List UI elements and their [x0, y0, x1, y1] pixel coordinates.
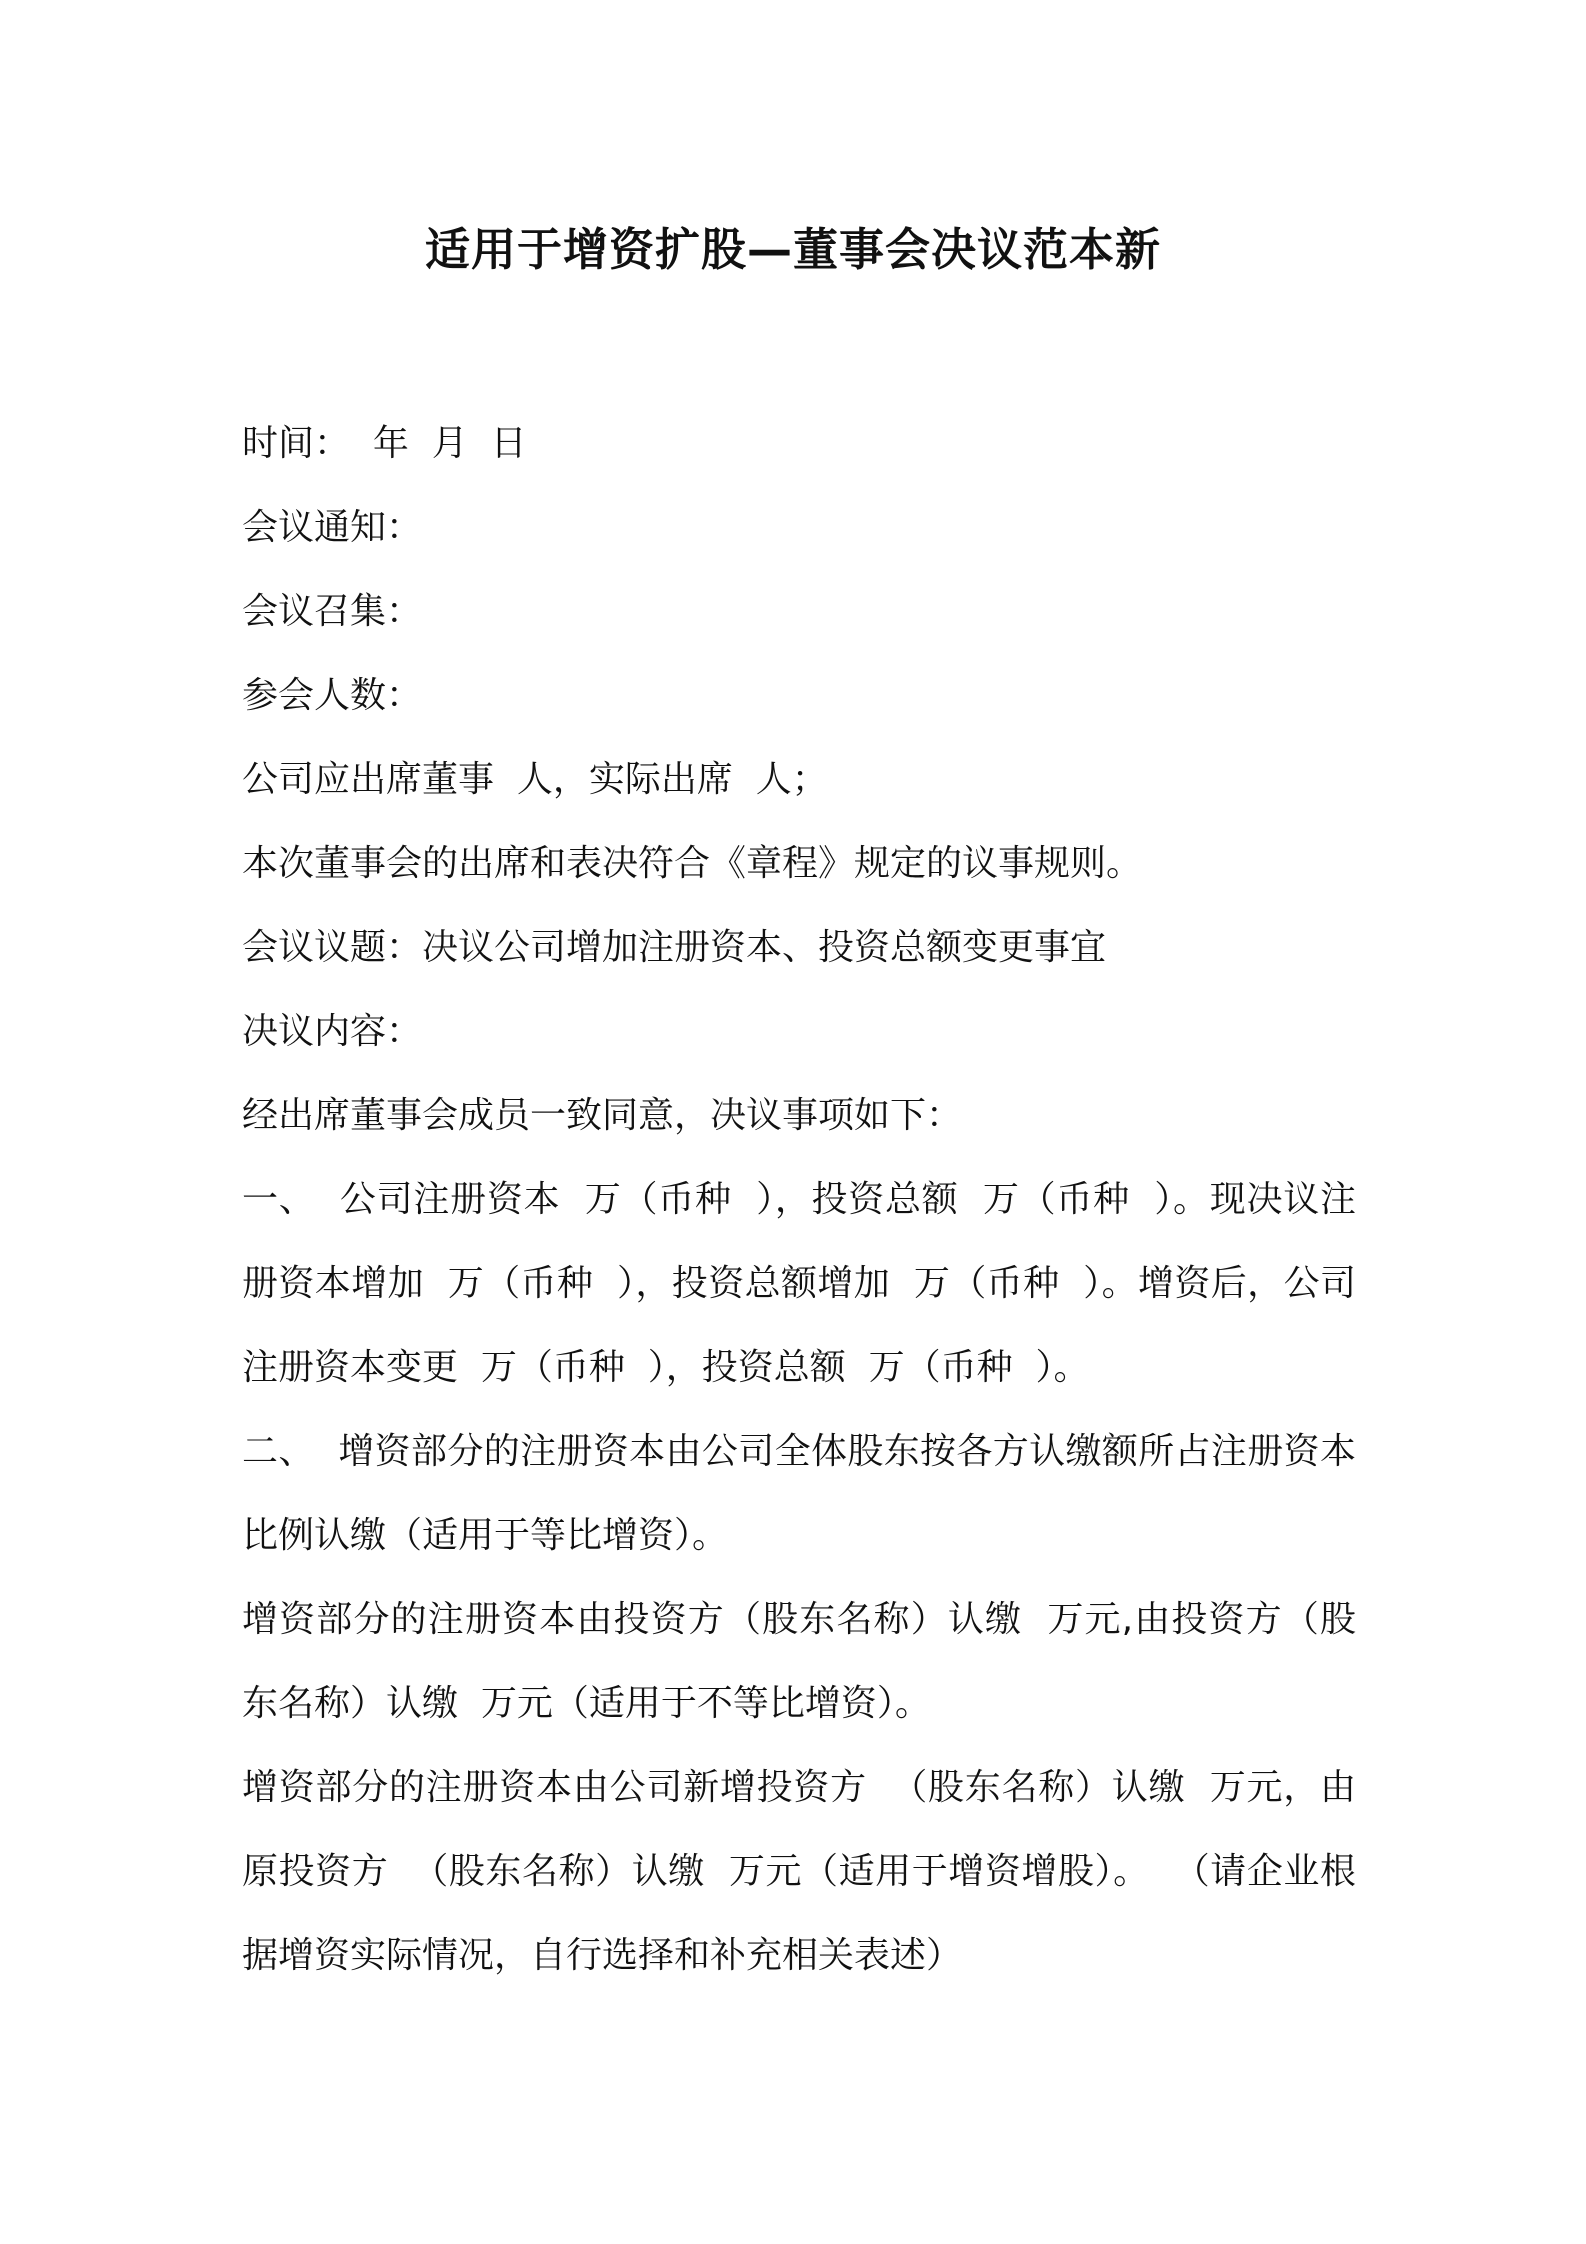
- resolution-item-two: 二、 增资部分的注册资本由公司全体股东按各方认缴额所占注册资本比例认缴（适用于等比增资）。: [242, 1431, 1356, 1556]
- resolution-item-one: 一、 公司注册资本 万（币种 ），投资总额 万（币种 ）。现决议注册资本增加 万（币种 ），投资总额增加 万（币种 ）。增资后，公司注册资本变更 万（币种 ），投资总额 万（币种 ）。: [242, 1179, 1356, 1388]
- meeting-topic: 会议议题：决议公司增加注册资本、投资总额变更事宜: [242, 927, 1107, 968]
- resolution-content-label: 决议内容：: [242, 1011, 423, 1052]
- director-attendance: 公司应出席董事 人，实际出席 人；: [242, 759, 828, 800]
- option-new-shareholder: 增资部分的注册资本由公司新增投资方 （股东名称）认缴 万元，由原投资方 （股东名称）认缴 万元（适用于增资增股）。 （请企业根据增资实际情况，自行选择和补充相关表述）: [242, 1767, 1356, 1976]
- meeting-notice: 会议通知：: [242, 507, 423, 548]
- meeting-time: 时间： 年 月 日: [242, 423, 527, 464]
- document-body: [242, 402, 1356, 1998]
- document-title: 适用于增资扩股—董事会决议范本新: [424, 223, 1161, 276]
- attendee-count: 参会人数：: [242, 675, 423, 716]
- meeting-convene: 会议召集：: [242, 591, 423, 632]
- consensus-statement: 经出席董事会成员一致同意，决议事项如下：: [242, 1095, 963, 1136]
- option-unequal-increase: 增资部分的注册资本由投资方（股东名称）认缴 万元,由投资方（股东名称）认缴 万元（适用于不等比增资）。: [242, 1599, 1356, 1724]
- compliance-statement: 本次董事会的出席和表决符合《章程》规定的议事规则。: [242, 843, 1143, 884]
